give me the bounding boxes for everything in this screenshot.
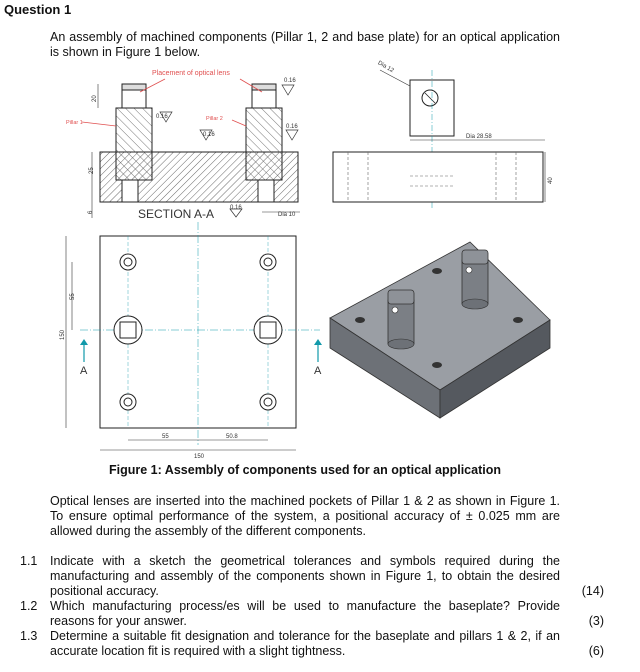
item-text: Indicate with a sketch the geometrical tolerances and symbols required during the manufacturing and assembly of the components shown in Figure 1, to obtain the desired positional accuracy. — [50, 554, 560, 598]
tol-c: 0.16 — [203, 132, 215, 138]
dia-12: Dia 12 — [376, 60, 395, 75]
tol-a: 0.16 — [284, 78, 296, 84]
item-marks: (6) — [588, 644, 604, 658]
item-number: 1.1 — [20, 554, 38, 568]
tol-e: 0.16 — [230, 205, 242, 211]
dim-150-h: 150 — [194, 454, 205, 460]
section-view — [82, 79, 300, 218]
dim-6: 6 — [88, 210, 94, 214]
item-marks: (3) — [588, 614, 604, 628]
item-marks: (14) — [581, 584, 604, 598]
item-text: Which manufacturing process/es will be used to manufacture the baseplate? Provide reasons for your answer. — [50, 599, 560, 628]
intro-text: An assembly of machined components (Pillar 1, 2 and base plate) for an optical application is shown in Figure 1 below. — [50, 30, 560, 59]
dim-55-h: 55 — [162, 434, 169, 440]
dim-25: 25 — [89, 167, 95, 174]
isometric-view — [330, 242, 550, 418]
dim-55-v: 55 — [70, 293, 76, 300]
item-text: Determine a suitable fit designation and tolerance for the baseplate and pillars 1 & 2, if an accurate location fit is required with a slight tightness. — [50, 629, 560, 658]
item-number: 1.3 — [20, 629, 38, 643]
label-placement: Placement of optical lens — [152, 70, 230, 77]
dim-40: 40 — [548, 177, 554, 184]
figure-caption: Figure 1: Assembly of components used for an optical application — [109, 463, 501, 477]
dim-508: 50.8 — [226, 434, 238, 440]
intro-paragraph: Optical lenses are inserted into the machined pockets of Pillar 1 & 2 as shown in Figure 1. To ensure optimal performance of the system, a positional accuracy of ± 0.025 mm are allowed during the assembly of the different components. — [50, 494, 560, 538]
section-marker-right: A — [314, 365, 322, 377]
dia-10: Dia 10 — [278, 212, 296, 218]
section-marker-left: A — [80, 365, 88, 377]
question-title: Question 1 — [4, 2, 72, 17]
side-view — [333, 70, 545, 210]
tol-b: 0.16 — [156, 114, 168, 120]
section-label: SECTION A-A — [138, 207, 215, 221]
plan-view — [66, 222, 322, 450]
dim-20: 20 — [92, 95, 98, 102]
tol-d: 0.16 — [286, 124, 298, 130]
dim-150-v: 150 — [60, 329, 66, 340]
item-number: 1.2 — [20, 599, 38, 613]
label-pillar1: Pillar 1 — [66, 120, 83, 126]
dia-2858: Dia 28.58 — [466, 134, 492, 140]
label-pillar2: Pillar 2 — [206, 116, 223, 122]
